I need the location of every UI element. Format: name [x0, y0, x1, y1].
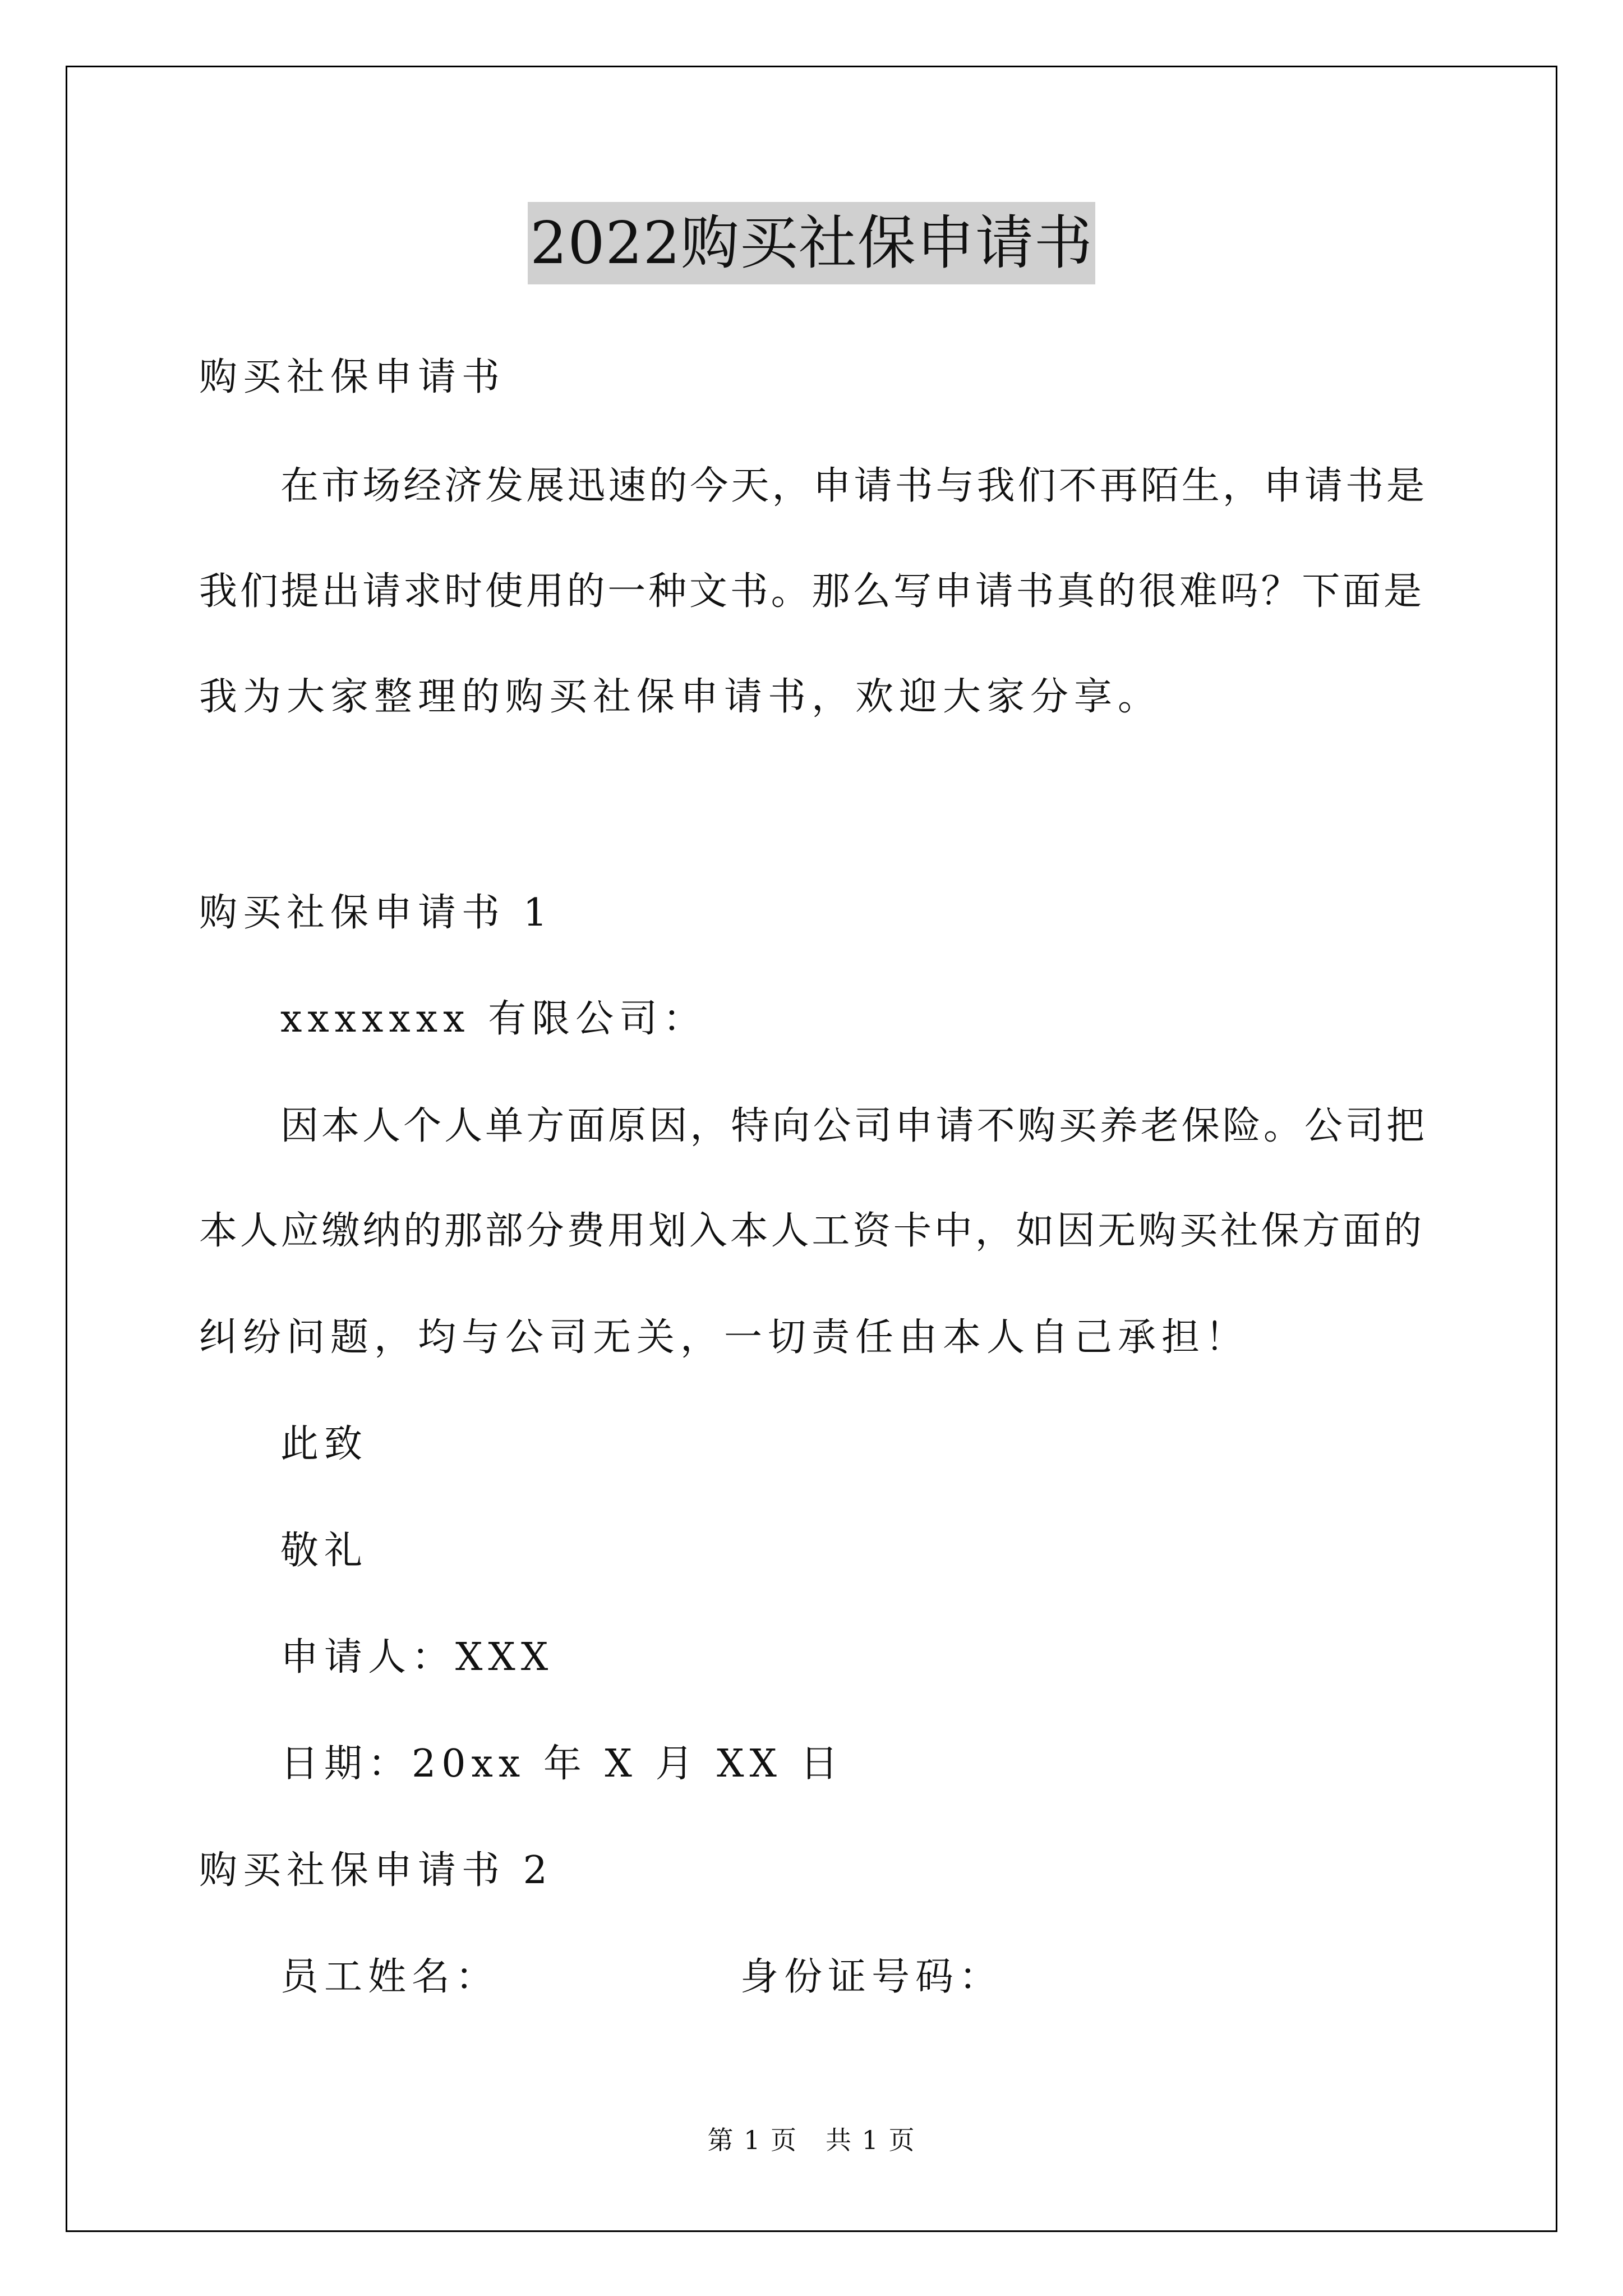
document-subtitle: 购买社保申请书: [199, 355, 506, 399]
section1-date: 日期：20xx 年 X 月 XX 日: [280, 1742, 844, 1786]
title-container: [0, 202, 1623, 284]
intro-line-2: 我们提出请求时使用的一种文书。那么写申请书真的很难吗？下面是: [199, 569, 1422, 614]
section1-body-line-3: 纠纷问题，均与公司无关，一切责任由本人自己承担！: [199, 1315, 1249, 1360]
section1-applicant: 申请人：XXX: [280, 1635, 554, 1680]
section1-body-line-2: 本人应缴纳的那部分费用划入本人工资卡中，如因无购买社保方面的: [199, 1209, 1422, 1253]
section1-heading: 购买社保申请书 1: [199, 891, 553, 935]
section1-closing-1: 此致: [280, 1422, 368, 1466]
page-current: 第 1 页: [707, 2125, 797, 2155]
page-total: 共 1 页: [826, 2125, 916, 2155]
section2-fields: [280, 1952, 1003, 2003]
intro-line-1: 在市场经济发展迅速的今天，申请书与我们不再陌生，申请书是: [280, 464, 1424, 508]
section1-closing-2: 敬礼: [280, 1529, 368, 1573]
section1-body-line-1: 因本人个人单方面原因，特向公司申请不购买养老保险。公司把: [280, 1104, 1424, 1148]
page-footer: [0, 2123, 1623, 2157]
section1-salutation: xxxxxxx 有限公司：: [280, 997, 707, 1041]
document-title: 2022购买社保申请书: [528, 202, 1095, 284]
employee-name-label: 员工姓名：: [280, 1955, 500, 1999]
section2-heading: 购买社保申请书 2: [199, 1848, 553, 1893]
id-number-label: 身份证号码：: [740, 1955, 1003, 1999]
intro-line-3: 我为大家整理的购买社保申请书，欢迎大家分享。: [199, 675, 1162, 719]
